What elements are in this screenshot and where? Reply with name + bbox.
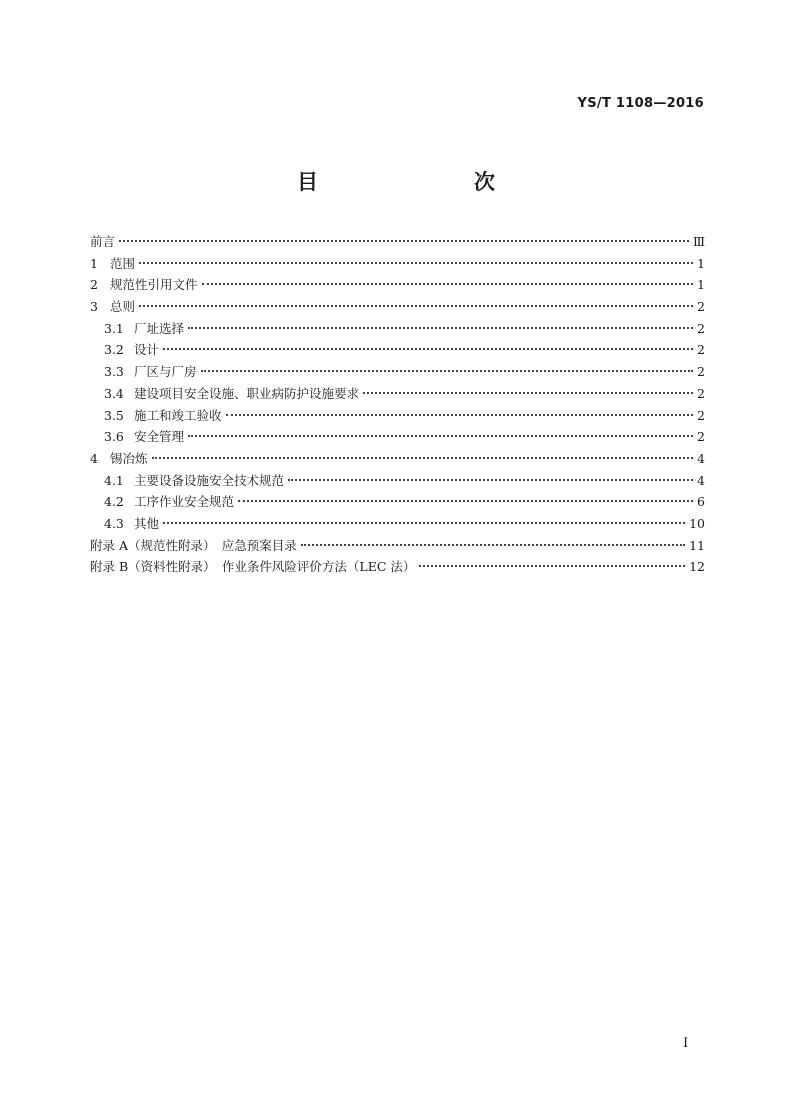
toc-entry-label: 厂址选择 [134, 320, 185, 336]
toc-entry-3-2[interactable] [90, 339, 705, 361]
toc-entry-page: 10 [689, 515, 705, 531]
toc-entry-number: 4.1 [104, 472, 124, 488]
toc-entry-2[interactable] [90, 274, 705, 296]
dot-leader [119, 240, 689, 242]
toc-entry-page: 11 [689, 537, 705, 553]
toc-entry-4-2[interactable] [90, 491, 705, 513]
toc-entry-page: 1 [697, 277, 705, 293]
toc-entry-label: 其他 [134, 515, 160, 531]
toc-entry-page: 4 [697, 472, 705, 488]
toc-entry-label: 安全管理 [134, 429, 185, 445]
toc-entry-label: 前言 [90, 234, 116, 249]
toc-entry-label: 锡冶炼 [110, 450, 148, 466]
toc-entry-number: 2 [90, 277, 98, 293]
page-title: 目 次 [297, 170, 533, 194]
toc-entry-page: 2 [697, 429, 705, 445]
toc-entry-page: 2 [697, 407, 705, 423]
table-of-contents [90, 231, 705, 578]
toc-entry-label: 总则 [110, 299, 136, 315]
toc-entry-page: Ⅲ [692, 234, 705, 249]
toc-entry-number: 3.4 [104, 385, 124, 401]
dot-leader [152, 457, 693, 459]
dot-leader [163, 348, 693, 350]
toc-entry-number: 3.2 [104, 342, 124, 358]
dot-leader [202, 283, 693, 285]
toc-entry-number: 1 [90, 255, 98, 271]
toc-entry-page: 2 [697, 364, 705, 380]
toc-entry-page: 6 [697, 494, 705, 510]
standard-code: YS/T 1108—2016 [577, 96, 704, 111]
toc-entry-3-5[interactable] [90, 405, 705, 427]
toc-entry-number: 3 [90, 299, 98, 315]
toc-entry-3-1[interactable] [90, 318, 705, 340]
toc-entry-4[interactable] [90, 448, 705, 470]
toc-entry-page: 2 [697, 342, 705, 358]
toc-entry-label: 厂区与厂房 [134, 364, 197, 380]
toc-entry-number: 3.6 [104, 429, 124, 445]
dot-leader [139, 262, 693, 264]
toc-entry-label: 建设项目安全设施、职业病防护设施要求 [134, 385, 360, 401]
dot-leader [188, 435, 693, 437]
toc-entry-page: 2 [697, 320, 705, 336]
dot-leader [201, 370, 693, 372]
toc-entry-label: 附录 A（规范性附录） 应急预案目录 [90, 537, 297, 553]
toc-entry-number: 3.3 [104, 364, 124, 380]
dot-leader [238, 500, 693, 502]
dot-leader [301, 544, 685, 546]
toc-entry-number: 4.2 [104, 494, 124, 510]
toc-entry-label: 附录 B（资料性附录） 作业条件风险评价方法（LEC 法） [90, 559, 416, 575]
dot-leader [363, 392, 693, 394]
toc-entry-label: 施工和竣工验收 [134, 407, 222, 423]
toc-entry-3-3[interactable] [90, 361, 705, 383]
toc-entry-label: 规范性引用文件 [110, 277, 198, 293]
toc-entry-4-3[interactable] [90, 513, 705, 535]
toc-entry-3-6[interactable] [90, 426, 705, 448]
toc-entry-number: 4.3 [104, 515, 124, 531]
page-number: I [683, 1036, 689, 1051]
toc-entry-label: 范围 [110, 255, 136, 271]
toc-entry-foreword[interactable] [90, 231, 705, 253]
dot-leader [139, 305, 693, 307]
toc-entry-1[interactable] [90, 253, 705, 275]
toc-entry-label: 工序作业安全规范 [134, 494, 235, 510]
toc-entry-3-4[interactable] [90, 383, 705, 405]
toc-entry-4-1[interactable] [90, 470, 705, 492]
toc-entry-appendix-b[interactable] [90, 556, 705, 578]
dot-leader [226, 414, 693, 416]
dot-leader [288, 479, 693, 481]
dot-leader [188, 327, 693, 329]
toc-entry-page: 2 [697, 299, 705, 315]
toc-entry-label: 设计 [134, 342, 160, 358]
toc-entry-number: 4 [90, 450, 98, 466]
toc-entry-appendix-a[interactable] [90, 535, 705, 557]
toc-entry-3[interactable] [90, 296, 705, 318]
dot-leader [419, 565, 685, 567]
toc-entry-page: 2 [697, 385, 705, 401]
toc-entry-page: 1 [697, 255, 705, 271]
dot-leader [163, 522, 685, 524]
toc-entry-page: 12 [689, 559, 705, 575]
toc-entry-label: 主要设备设施安全技术规范 [134, 472, 285, 488]
toc-entry-number: 3.5 [104, 407, 124, 423]
toc-entry-number: 3.1 [104, 320, 124, 336]
toc-entry-page: 4 [697, 450, 705, 466]
